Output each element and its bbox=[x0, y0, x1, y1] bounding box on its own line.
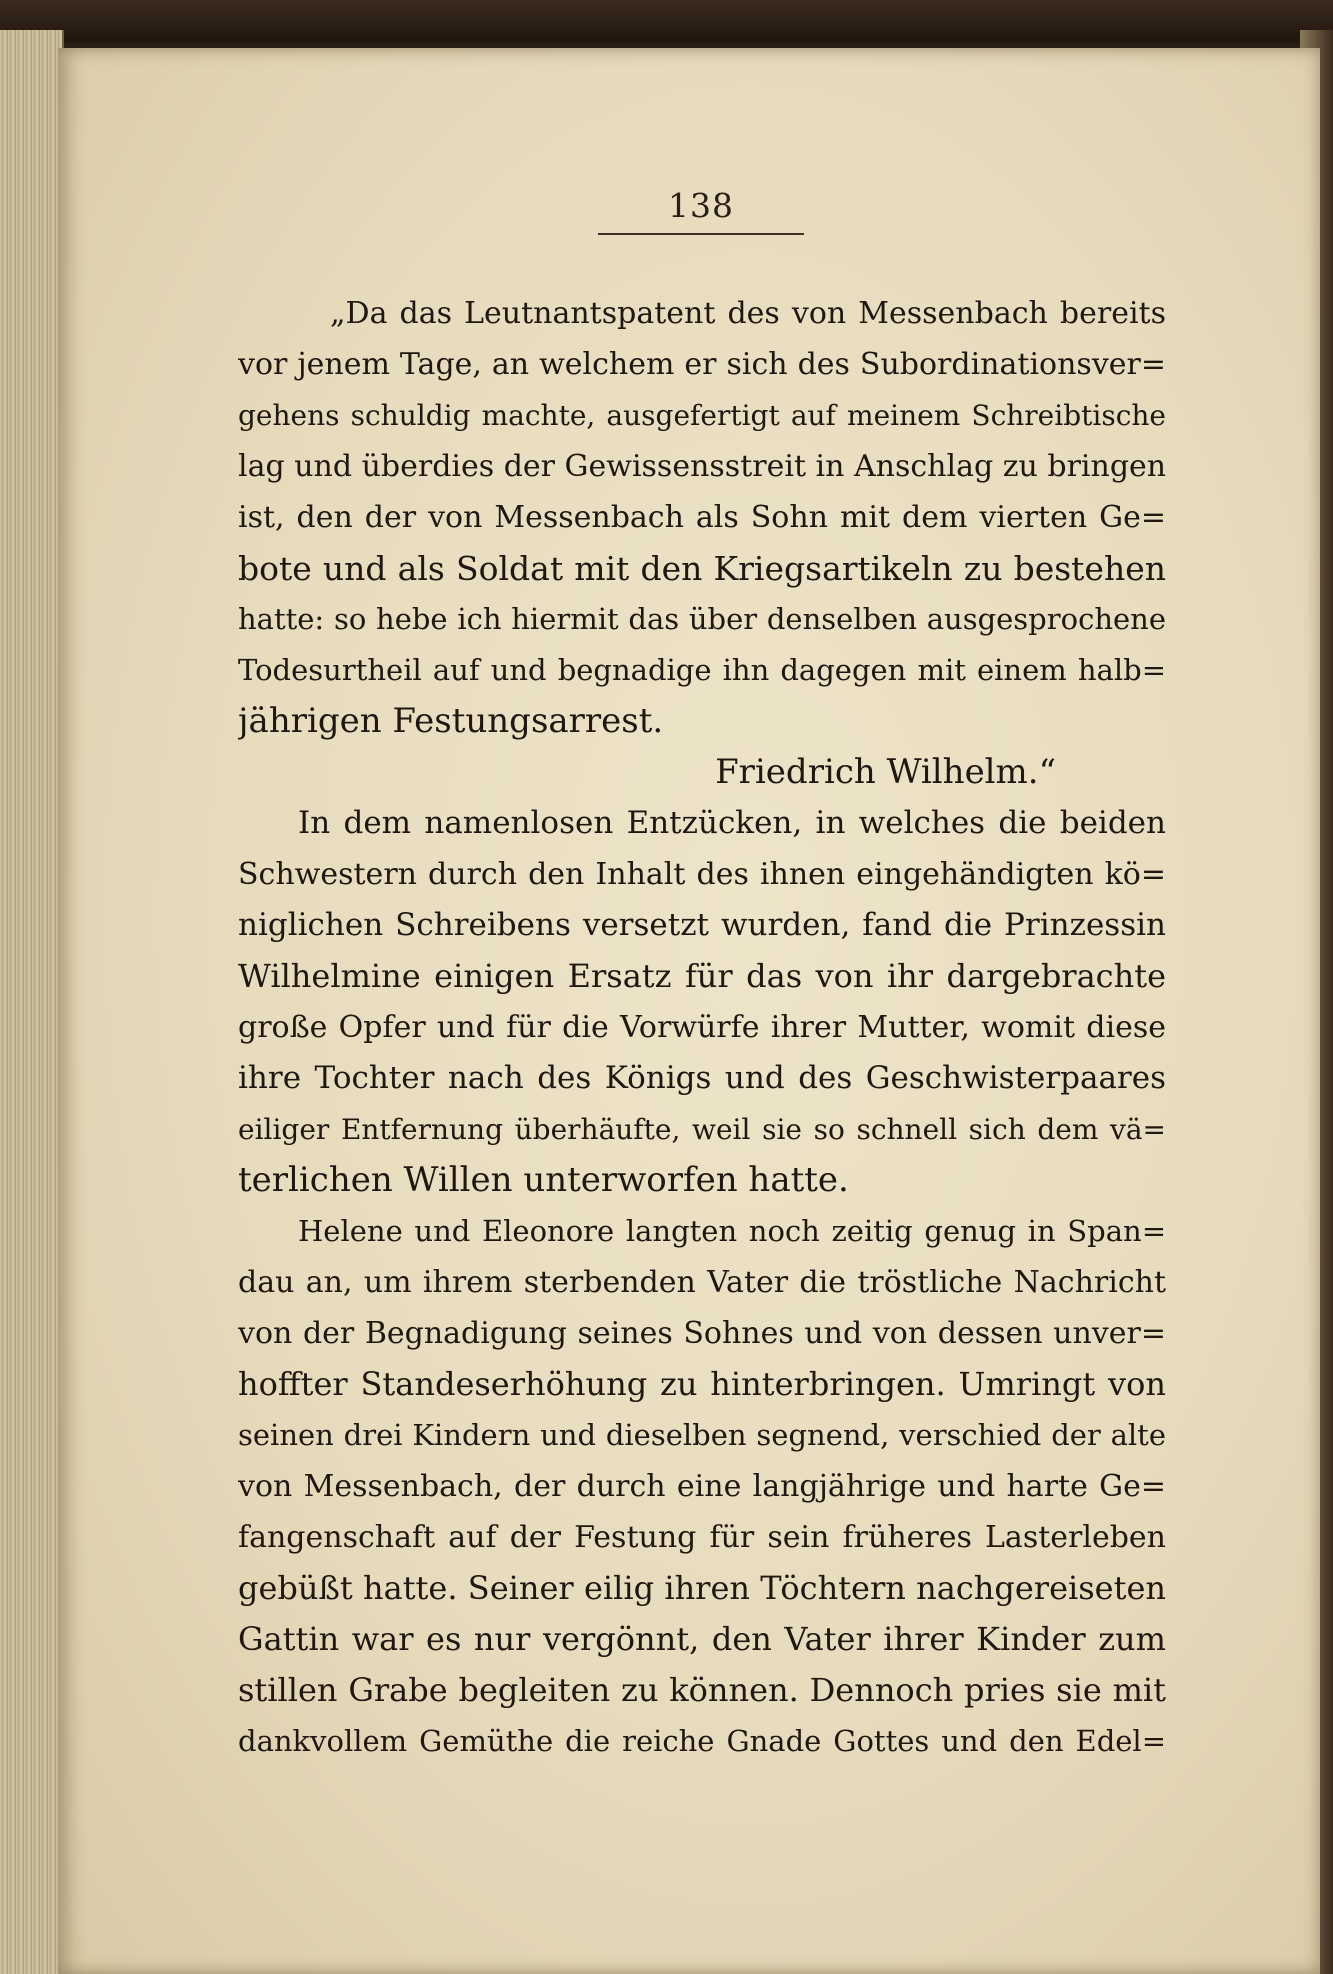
text-line: In dem namenlosen Entzücken, in welches die beiden bbox=[298, 805, 1166, 841]
text-line: seinen drei Kindern und dieselben segnend, verschied der alte bbox=[238, 1418, 1166, 1452]
signature-line: Friedrich Wilhelm.“ bbox=[715, 752, 1056, 792]
text-line: Wilhelmine einigen Ersatz für das von ihr dargebrachte bbox=[238, 957, 1166, 995]
text-line: große Opfer und für die Vorwürfe ihrer Mutter, womit diese bbox=[238, 1010, 1166, 1045]
text-line: hoffter Standeserhöhung zu hinterbringen. Umringt von bbox=[238, 1365, 1166, 1403]
text-line: hatte: so hebe ich hiermit das über denselben ausgesprochene bbox=[238, 602, 1166, 636]
text-line: lag und überdies der Gewissensstreit in Anschlag zu bringen bbox=[238, 449, 1166, 484]
text-line: Gattin war es nur vergönnt, den Vater ihrer Kinder zum bbox=[238, 1620, 1166, 1658]
text-line: ist, den der von Messenbach als Sohn mit dem vierten Ge= bbox=[238, 500, 1166, 535]
book-top-edge bbox=[0, 0, 1333, 42]
text-line: dankvollem Gemüthe die reiche Gnade Gottes und den Edel= bbox=[238, 1724, 1166, 1758]
text-line: von der Begnadigung seines Sohnes und von dessen unver= bbox=[238, 1316, 1166, 1351]
text-line: terlichen Willen unterworfen hatte. bbox=[238, 1160, 849, 1200]
text-line: vor jenem Tage, an welchem er sich des Subordinationsver= bbox=[238, 347, 1166, 382]
text-line: Todesurtheil auf und begnadige ihn dagegen mit einem halb= bbox=[238, 653, 1166, 687]
header-rule bbox=[598, 233, 804, 235]
text-line: „Da das Leutnantspatent des von Messenbach bereits bbox=[330, 296, 1166, 331]
text-line: fangenschaft auf der Festung für sein früheres Lasterleben bbox=[238, 1520, 1166, 1555]
text-line: stillen Grabe begleiten zu können. Dennoch pries sie mit bbox=[238, 1671, 1166, 1709]
text-line: von Messenbach, der durch eine langjährige und harte Ge= bbox=[238, 1469, 1166, 1504]
text-line: Helene und Eleonore langten noch zeitig genug in Span= bbox=[298, 1214, 1166, 1248]
page-number: 138 bbox=[668, 186, 734, 225]
text-line: eiliger Entfernung überhäufte, weil sie so schnell sich dem vä= bbox=[238, 1113, 1166, 1146]
page-stack-edge bbox=[0, 30, 64, 1974]
text-line: Schwestern durch den Inhalt des ihnen eingehändigten kö= bbox=[238, 857, 1166, 892]
text-line: ihre Tochter nach des Königs und des Geschwisterpaares bbox=[238, 1060, 1166, 1096]
text-line: dau an, um ihrem sterbenden Vater die tröstliche Nachricht bbox=[238, 1265, 1166, 1300]
text-line: gebüßt hatte. Seiner eilig ihren Töchtern nachgereiseten bbox=[238, 1569, 1166, 1607]
body-text bbox=[238, 288, 1166, 1767]
text-line: gehens schuldig machte, ausgefertigt auf meinem Schreibtische bbox=[238, 399, 1166, 432]
text-line: niglichen Schreibens versetzt wurden, fand die Prinzessin bbox=[238, 907, 1166, 943]
text-line: bote und als Soldat mit den Kriegsartikeln zu bestehen bbox=[238, 549, 1166, 588]
page-header bbox=[598, 186, 804, 235]
text-line: jährigen Festungsarrest. bbox=[238, 701, 664, 741]
